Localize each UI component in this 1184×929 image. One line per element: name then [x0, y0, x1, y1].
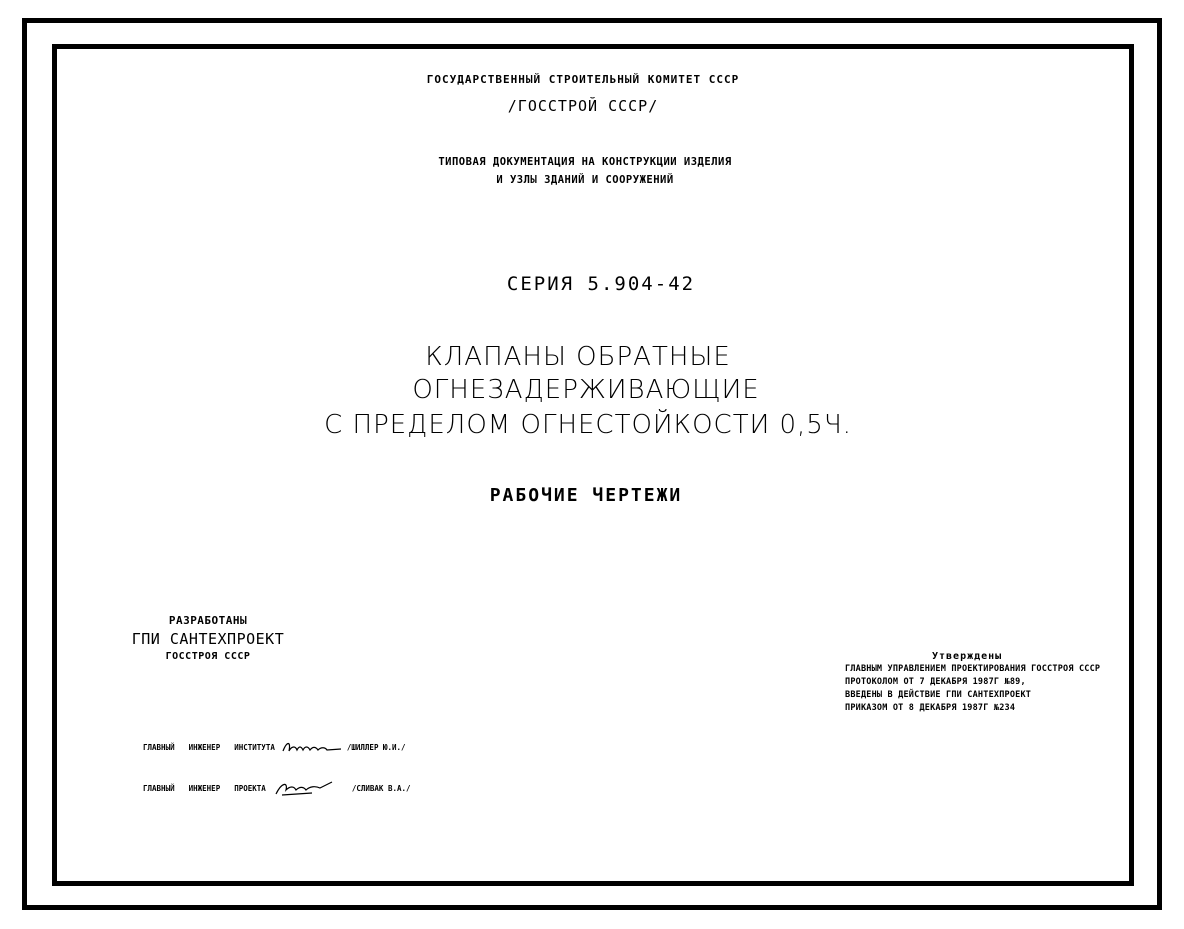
typdoc-line-1: ТИПОВАЯ ДОКУМЕНТАЦИЯ НА КОНСТРУКЦИИ ИЗДЕЛИЯ [438, 156, 732, 168]
committee-abbrev: /ГОССТРОЙ СССР/ [507, 97, 659, 115]
typdoc-line-2: И УЗЛЫ ЗДАНИЙ И СООРУЖЕНИЙ [496, 174, 674, 186]
developer-org: ГПИ САНТЕХПРОЕКТ [131, 630, 285, 648]
role-word: ИНЖЕНЕР [188, 783, 221, 793]
approval-line-1: ГЛАВНЫМ УПРАВЛЕНИЕМ ПРОЕКТИРОВАНИЯ ГОССТРОЯ СССР [845, 664, 1101, 674]
title-line-3: С ПРЕДЕЛОМ ОГНЕСТОЙКОСТИ 0,5Ч. [324, 410, 852, 440]
role-word: ГЛАВНЫЙ [143, 783, 175, 793]
handwritten-signature [272, 778, 334, 798]
series-number: СЕРИЯ 5.904-42 [506, 273, 696, 295]
approval-line-4: ПРИКАЗОМ ОТ 8 ДЕКАБРЯ 1987Г №234 [845, 703, 1016, 713]
role-word: ГЛАВНЫЙ [143, 742, 175, 752]
signature-row-chief-project [143, 778, 411, 798]
approval-line-2: ПРОТОКОЛОМ ОТ 7 ДЕКАБРЯ 1987Г №89, [845, 677, 1026, 687]
approval-line-3: ВВЕДЕНЫ В ДЕЙСТВИЕ ГПИ САНТЕХПРОЕКТ [845, 690, 1032, 700]
role-word: ПРОЕКТА [234, 783, 266, 793]
inner-border [52, 44, 1134, 886]
approval-heading: Утверждены [932, 651, 1003, 662]
developer-label: РАЗРАБОТАНЫ [168, 614, 248, 627]
signature-row-chief-institute [143, 737, 406, 757]
signatory-name: /ШИЛЛЕР Ю.И./ [346, 742, 406, 752]
committee-name: ГОСУДАРСТВЕННЫЙ СТРОИТЕЛЬНЫЙ КОМИТЕТ СССР [426, 73, 740, 86]
role-word: ИНЖЕНЕР [188, 742, 221, 752]
developer-parent: ГОССТРОЯ СССР [165, 651, 251, 662]
title-line-1: КЛАПАНЫ ОБРАТНЫЕ [425, 342, 731, 372]
title-line-2: ОГНЕЗАДЕРЖИВАЮЩИЕ [412, 375, 760, 405]
handwritten-signature [281, 737, 343, 757]
signatory-name: /СЛИВАК В.А./ [351, 783, 411, 793]
role-word: ИНСТИТУТА [234, 742, 275, 752]
document-subtitle: РАБОЧИЕ ЧЕРТЕЖИ [489, 485, 683, 506]
